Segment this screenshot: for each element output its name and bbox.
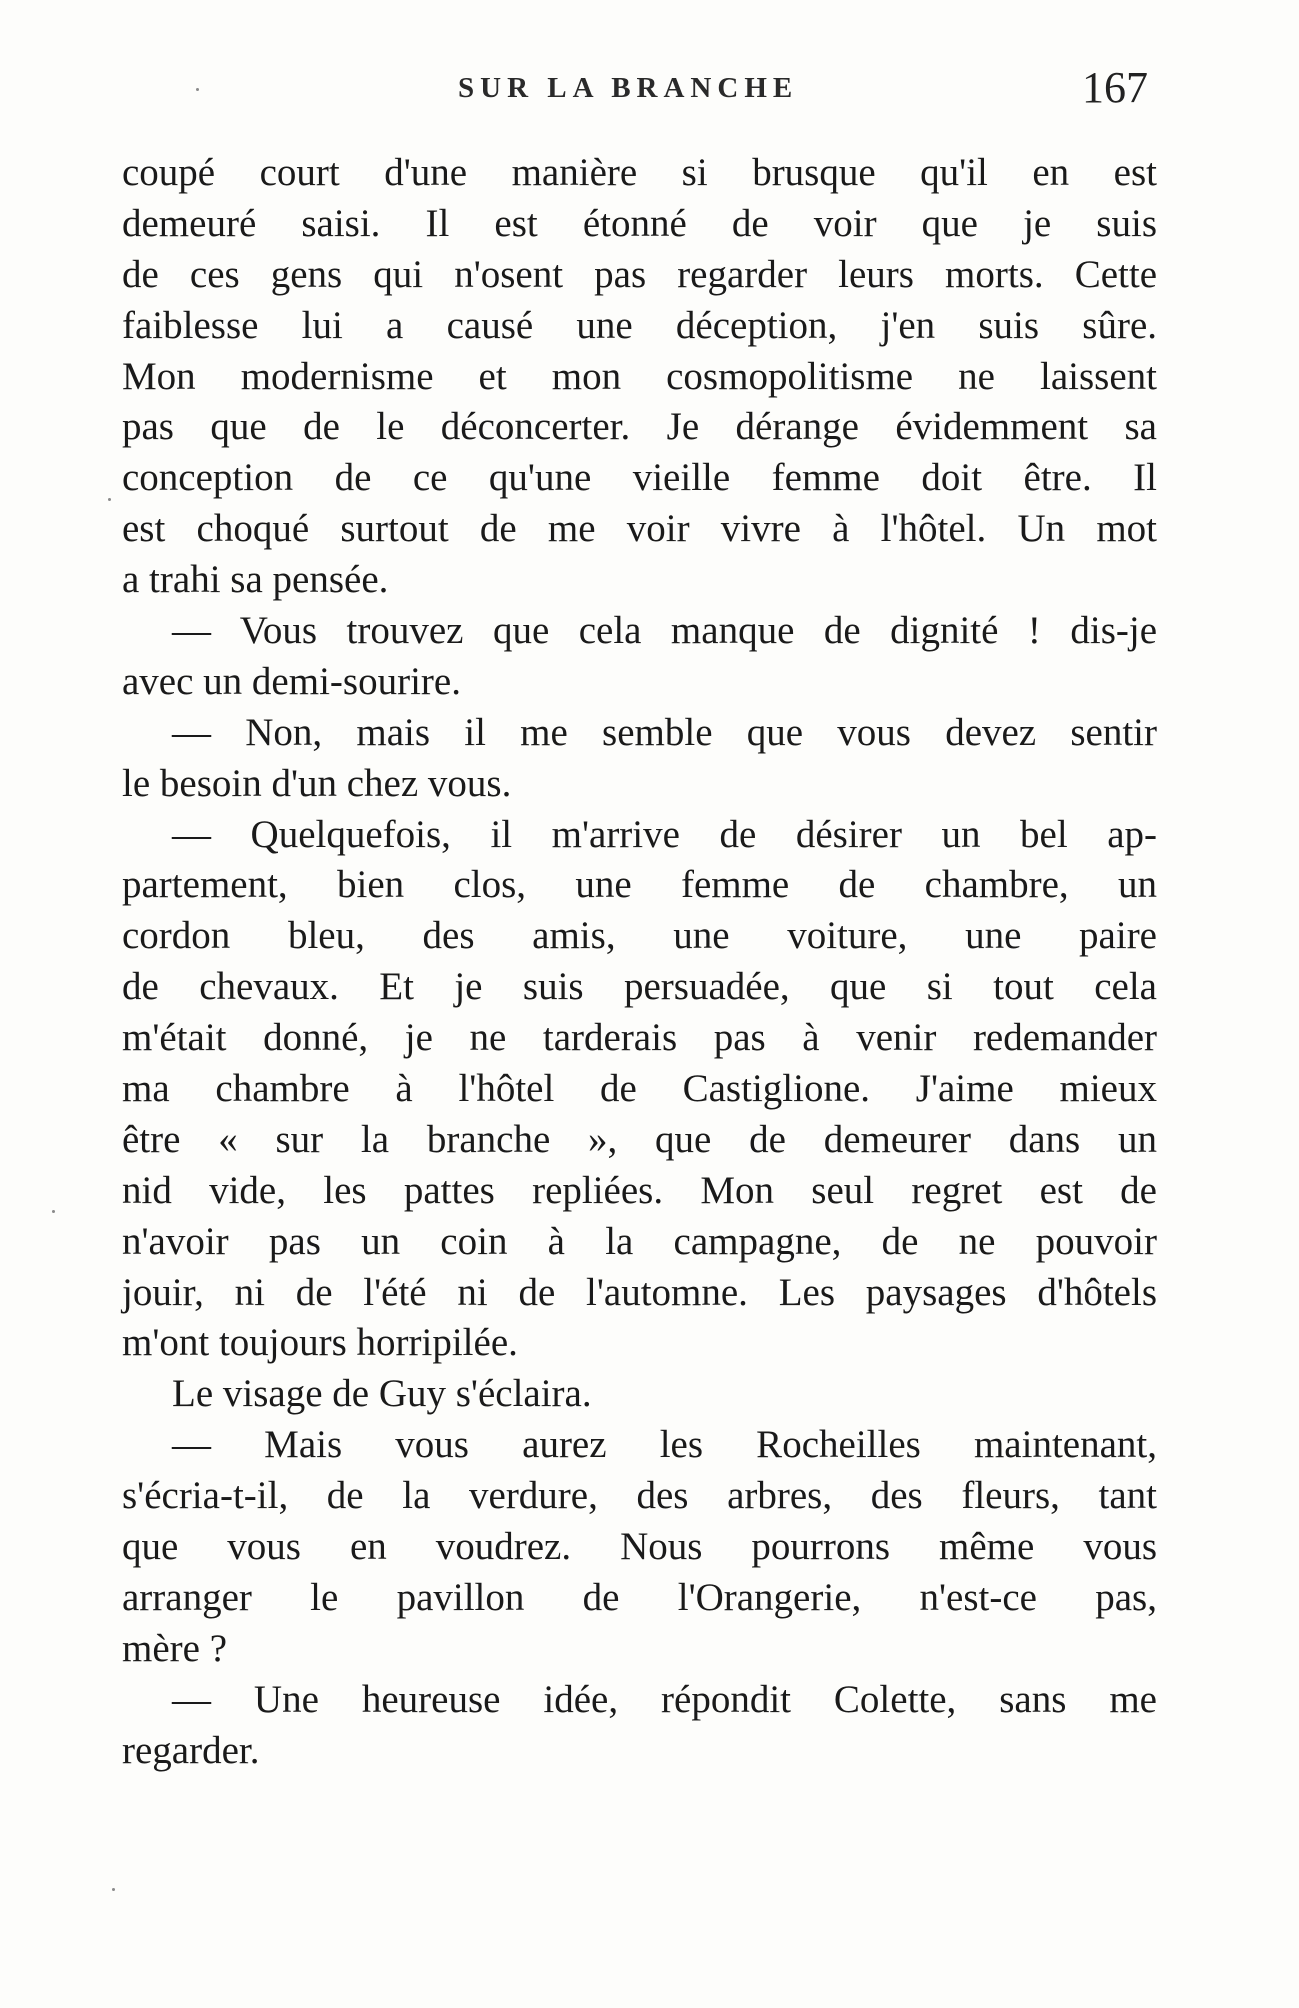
text-line: n'avoir pas un coin à la campagne, de ne pouvoir — [122, 1219, 1157, 1263]
body-text — [122, 148, 1157, 1777]
text-line: partement, bien clos, une femme de chambre, un — [122, 863, 1157, 907]
text-line: nid vide, les pattes repliées. Mon seul regret est de — [122, 1168, 1157, 1212]
text-line: Le visage de Guy s'éclaira. — [172, 1372, 592, 1416]
text-line: — Mais vous aurez les Rocheilles maintenant, — [172, 1423, 1157, 1467]
text-line: pas que de le déconcerter. Je dérange évidemment sa — [122, 405, 1157, 449]
text-line: être « sur la branche », que de demeurer dans un — [122, 1117, 1157, 1161]
text-line: arranger le pavillon de l'Orangerie, n'est-ce pas, — [122, 1575, 1157, 1619]
running-head — [0, 62, 1299, 122]
text-line: m'ont toujours horripilée. — [122, 1321, 518, 1365]
paper-speck — [108, 498, 111, 501]
text-line: faiblesse lui a causé une déception, j'en suis sûre. — [122, 303, 1157, 347]
paper-speck — [112, 1888, 115, 1891]
text-line: que vous en voudrez. Nous pourrons même vous — [122, 1525, 1157, 1569]
text-line: cordon bleu, des amis, une voiture, une paire — [122, 914, 1157, 958]
text-line: de ces gens qui n'osent pas regarder leurs morts. Cette — [122, 252, 1157, 296]
text-line: Mon modernisme et mon cosmopolitisme ne laissent — [122, 354, 1157, 398]
text-line: jouir, ni de l'été ni de l'automne. Les paysages d'hôtels — [122, 1270, 1157, 1314]
text-line: demeuré saisi. Il est étonné de voir que je suis — [122, 201, 1157, 245]
text-line: avec un demi-sourire. — [122, 659, 461, 703]
text-line: est choqué surtout de me voir vivre à l'hôtel. Un mot — [122, 507, 1157, 551]
text-line: a trahi sa pensée. — [122, 558, 389, 602]
text-line: — Une heureuse idée, répondit Colette, sans me — [172, 1677, 1157, 1721]
text-line: de chevaux. Et je suis persuadée, que si tout cela — [122, 965, 1157, 1009]
text-line: conception de ce qu'une vieille femme doit être. Il — [122, 456, 1157, 500]
page-number: 167 — [1082, 63, 1148, 112]
paper-speck — [52, 1210, 55, 1213]
text-line: — Quelquefois, il m'arrive de désirer un bel ap- — [172, 812, 1157, 856]
text-line: regarder. — [122, 1728, 260, 1772]
text-line: coupé court d'une manière si brusque qu'il en est — [122, 151, 1157, 194]
running-title: SUR LA BRANCHE — [458, 72, 799, 104]
text-line: ma chambre à l'hôtel de Castiglione. J'aime mieux — [122, 1067, 1157, 1111]
text-line: — Vous trouvez que cela manque de dignité ! dis-je — [172, 609, 1157, 653]
text-line: le besoin d'un chez vous. — [122, 761, 512, 805]
text-line: mère ? — [122, 1626, 228, 1670]
paper-speck — [196, 88, 199, 91]
text-line: m'était donné, je ne tarderais pas à venir redemander — [122, 1016, 1157, 1060]
text-line: s'écria-t-il, de la verdure, des arbres, des fleurs, tant — [122, 1474, 1157, 1518]
text-line: — Non, mais il me semble que vous devez sentir — [172, 710, 1157, 754]
